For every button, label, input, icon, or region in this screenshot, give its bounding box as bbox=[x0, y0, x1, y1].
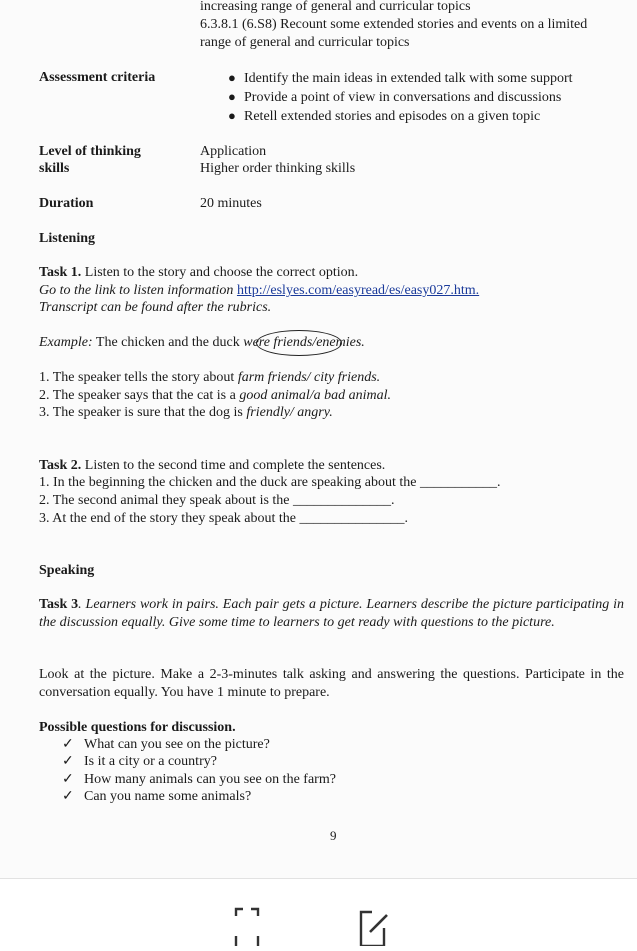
header-line: range of general and curricular topics bbox=[200, 35, 410, 50]
page-number: 9 bbox=[330, 828, 337, 843]
answer-circle bbox=[256, 330, 342, 356]
bullet-icon: ● bbox=[228, 70, 236, 85]
question-item: Can you name some animals? bbox=[84, 789, 252, 804]
assessment-item: Identify the main ideas in extended talk with some support bbox=[244, 71, 573, 86]
task2-item: 3. At the end of the story they speak about the _______________. bbox=[39, 511, 408, 526]
listening-link[interactable]: http://eslyes.com/easyread/es/easy027.htm. bbox=[236, 283, 480, 298]
speaking-instruction: Look at the picture. Make a 2-3-minutes talk asking and answering the questions. Participate in the conversation equally. You have 1 minute to prepare. bbox=[39, 667, 624, 700]
bottom-toolbar bbox=[0, 878, 637, 947]
thinking-label: Level of thinking bbox=[39, 144, 141, 159]
task2-item: 1. In the beginning the chicken and the duck are speaking about the ___________. bbox=[39, 475, 501, 490]
example-text: The chicken and the duck bbox=[92, 335, 244, 350]
task1-line bbox=[39, 264, 358, 281]
questions-heading: Possible questions for discussion. bbox=[39, 720, 236, 735]
task1-item-options: friendly/ angry. bbox=[246, 405, 333, 420]
check-icon: ✓ bbox=[62, 772, 74, 787]
task3-paragraph bbox=[39, 596, 624, 631]
task1-item-options: good animal/a bad animal. bbox=[239, 388, 392, 403]
question-item: How many animals can you see on the farm? bbox=[84, 772, 336, 787]
listening-heading: Listening bbox=[39, 231, 96, 246]
assessment-label: Assessment criteria bbox=[39, 70, 156, 85]
link-intro: Go to the link to listen information bbox=[39, 283, 237, 298]
check-icon: ✓ bbox=[62, 737, 74, 752]
task2-title: Task 2. bbox=[39, 458, 82, 473]
crop-icon[interactable] bbox=[234, 906, 260, 946]
task1-item-text: 2. The speaker says that the cat is a bbox=[39, 388, 240, 403]
task1-item bbox=[39, 387, 391, 404]
transcript-note: Transcript can be found after the rubrics. bbox=[39, 300, 272, 315]
task3-title: Task 3 bbox=[39, 597, 79, 612]
check-icon: ✓ bbox=[62, 789, 74, 804]
thinking-value: Higher order thinking skills bbox=[200, 161, 356, 176]
thinking-value: Application bbox=[200, 144, 267, 159]
task1-link-line bbox=[39, 282, 479, 299]
task1-text: Listen to the story and choose the correct option. bbox=[81, 265, 359, 280]
example-option-circled: were friends bbox=[243, 335, 313, 350]
duration-label: Duration bbox=[39, 196, 94, 211]
task1-item bbox=[39, 369, 380, 386]
question-item: What can you see on the picture? bbox=[84, 737, 270, 752]
task1-item-options: farm friends/ city friends. bbox=[237, 370, 381, 385]
header-line: 6.3.8.1 (6.S8) Recount some extended stories and events on a limited bbox=[200, 17, 588, 32]
thinking-label: skills bbox=[39, 161, 70, 176]
header-line: increasing range of general and curricular topics bbox=[200, 0, 471, 14]
speaking-heading: Speaking bbox=[39, 563, 95, 578]
question-item: Is it a city or a country? bbox=[84, 754, 217, 769]
task3-text: . Learners work in pairs. Each pair gets a picture. Learners describe the picture participating in the discussion equally. Give some time to learners to get ready with questions to the picture. bbox=[39, 597, 624, 630]
duration-value: 20 minutes bbox=[200, 196, 262, 211]
assessment-item: Provide a point of view in conversations and discussions bbox=[244, 90, 562, 105]
task1-title: Task 1. bbox=[39, 265, 82, 280]
task1-item bbox=[39, 404, 333, 421]
check-icon: ✓ bbox=[62, 754, 74, 769]
task1-item-text: 3. The speaker is sure that the dog is bbox=[39, 405, 247, 420]
bullet-icon: ● bbox=[228, 89, 236, 104]
assessment-item: Retell extended stories and episodes on a given topic bbox=[244, 109, 541, 124]
task2-line bbox=[39, 457, 385, 474]
task2-text: Listen to the second time and complete the sentences. bbox=[81, 458, 386, 473]
example-option: /enemies. bbox=[312, 335, 365, 350]
example-label: Example: bbox=[39, 335, 93, 350]
bullet-icon: ● bbox=[228, 108, 236, 123]
task1-item-text: 1. The speaker tells the story about bbox=[39, 370, 238, 385]
task2-item: 2. The second animal they speak about is the ______________. bbox=[39, 493, 395, 508]
edit-icon[interactable] bbox=[358, 906, 390, 946]
